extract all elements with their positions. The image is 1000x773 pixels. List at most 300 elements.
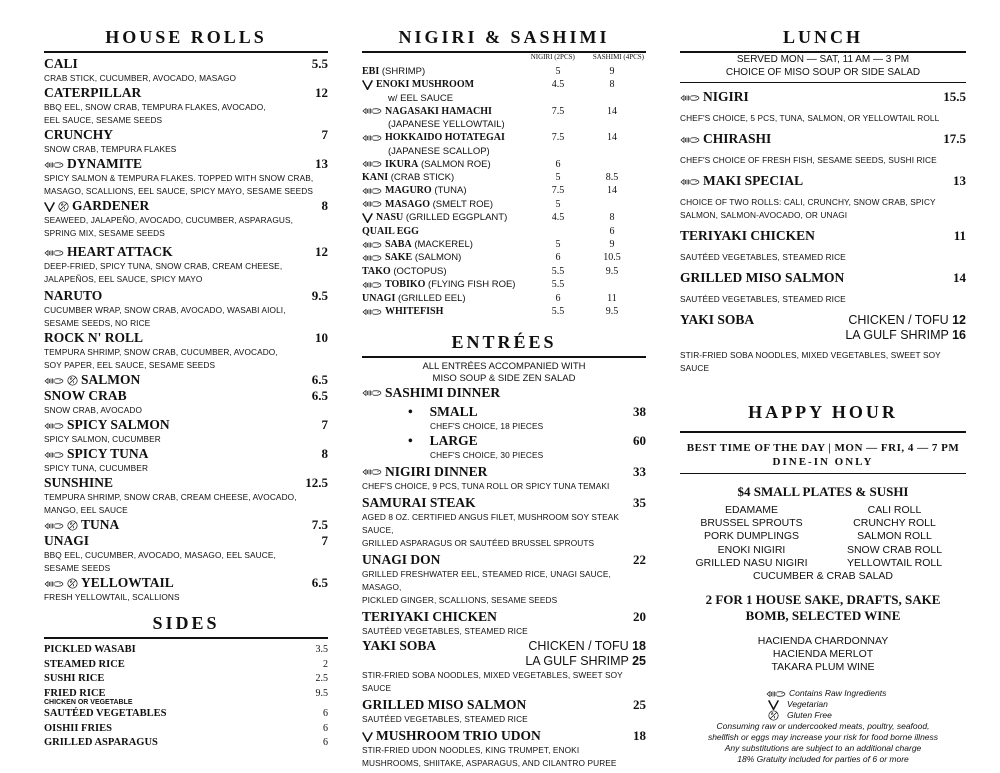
item-row — [680, 228, 966, 244]
side-item — [44, 658, 328, 673]
nigiri-item — [362, 184, 646, 197]
menu-item — [44, 446, 328, 475]
raw-fish-icon — [362, 254, 382, 262]
side-name: OISHII FRIES — [44, 722, 112, 734]
nigiri-price: 7.5 — [551, 105, 565, 117]
menu-item — [362, 495, 646, 550]
nigiri-name — [362, 265, 538, 278]
option-label: LA GULF SHRIMP — [845, 328, 949, 342]
item-name — [362, 728, 541, 744]
small-size: • SMALL — [408, 403, 478, 419]
wine-list — [680, 635, 966, 674]
nigiri-name — [362, 184, 538, 197]
nigiri-name-text: MAGURO — [385, 185, 432, 197]
item-name — [680, 131, 771, 147]
item-row — [44, 417, 328, 433]
nigiri-alt-name: (SMELT ROE) — [432, 198, 493, 210]
nigiri-item — [362, 305, 646, 318]
item-price: 17.5 — [943, 131, 966, 146]
item-name-text: GRILLED MISO SALMON — [362, 696, 527, 712]
item-price: 35 — [633, 494, 646, 510]
side-item — [44, 672, 328, 687]
item-row — [362, 609, 646, 625]
item-desc: CHEF'S CHOICE, 5 PCS, TUNA, SALMON, OR YELLOWTAIL ROLL — [680, 113, 940, 123]
item-name — [680, 89, 749, 105]
menu-item — [680, 270, 966, 306]
entrees-title: ENTRÉES — [451, 331, 557, 352]
item-desc: SPICY SALMON, CUCUMBER — [44, 434, 161, 444]
item-row — [680, 89, 966, 105]
nigiri-name — [362, 171, 538, 184]
raw-fish-icon — [44, 249, 64, 257]
raw-fish-icon — [44, 451, 64, 459]
yaki-soba-option — [848, 313, 966, 327]
divider — [680, 473, 966, 474]
item-name — [680, 173, 803, 189]
item-desc: SPICY SALMON & TEMPURA FLAKES. TOPPED WITH SNOW CRAB, — [44, 173, 314, 183]
raw-fish-icon — [362, 160, 382, 168]
nigiri-name — [362, 278, 538, 291]
nigiri-price: 5.5 — [551, 279, 565, 291]
nigiri-subtitle: w/ EEL SAUCE — [388, 92, 454, 104]
side-name: SUSHI RICE — [44, 673, 105, 684]
menu-item — [44, 156, 328, 198]
item-price: 11 — [953, 228, 966, 243]
nigiri-list — [362, 65, 646, 319]
menu-item — [680, 131, 966, 167]
sashimi-price: 9.5 — [605, 265, 619, 277]
raw-fish-icon — [44, 422, 64, 430]
nigiri-alt-name: (SHRIMP) — [381, 66, 426, 77]
item-name-text: TERIYAKI CHICKEN — [362, 608, 497, 624]
item-name — [44, 156, 142, 172]
nigiri-name-text: EBI — [362, 66, 380, 77]
item-price: 6.5 — [311, 372, 328, 387]
item-desc: JALAPEÑOS, EEL SAUCE, SPICY MAYO — [44, 274, 203, 284]
vegetarian-icon — [362, 731, 373, 742]
disclaimer-line: Consuming raw or undercooked meats, poultry, seafood, — [716, 721, 930, 732]
item-price: 7.5 — [311, 517, 328, 532]
item-name — [44, 417, 170, 433]
item-name-text: NARUTO — [44, 288, 103, 303]
nigiri-name-text: SAKE — [385, 252, 413, 264]
item-price: 60 — [633, 432, 646, 448]
nigiri-name — [362, 131, 538, 144]
menu-item — [44, 575, 328, 604]
legend-label: Vegetarian — [787, 699, 828, 710]
item-name — [44, 244, 173, 260]
nigiri-item — [362, 292, 646, 305]
item-name — [680, 228, 815, 244]
side-name: STEAMED RICE — [44, 658, 125, 670]
nigiri-item — [362, 238, 646, 251]
item-name-text: SUNSHINE — [44, 475, 114, 490]
side-item — [44, 722, 328, 737]
item-row — [44, 288, 328, 304]
nigiri-item — [362, 171, 646, 184]
item-name — [362, 385, 500, 401]
menu-item — [44, 288, 328, 330]
nigiri-name-text: MASAGO — [385, 198, 430, 210]
item-desc: TEMPURA SHRIMP, SNOW CRAB, CREAM CHEESE, AVOCADO, — [44, 492, 297, 502]
item-desc: CUCUMBER WRAP, SNOW CRAB, AVOCADO, WASABI AIOLI, — [44, 305, 286, 315]
nigiri-column-headers — [362, 53, 644, 61]
yaki-soba-option — [362, 654, 646, 669]
item-desc: SALMON, SALMON-AVOCADO, OR UNAGI — [680, 210, 848, 220]
gluten-free-icon — [67, 375, 78, 386]
item-name — [44, 388, 127, 404]
small-plates-title: $4 SMALL PLATES & SUSHI — [737, 484, 909, 499]
item-desc: MUSHROOMS, SHIITAKE, ASPARAGUS, AND CILANTRO PUREE — [362, 757, 617, 768]
option-label: LA GULF SHRIMP — [525, 653, 629, 668]
raw-fish-icon — [362, 107, 382, 115]
item-desc: SPICY TUNA, CUCUMBER — [44, 463, 149, 473]
nigiri-price: 6 — [555, 292, 561, 304]
item-price: 7 — [321, 417, 328, 432]
small-plate-item: YELLOWTAIL ROLL — [846, 556, 943, 569]
item-row — [44, 56, 328, 72]
item-name — [44, 127, 113, 143]
yaki-soba-option — [528, 639, 646, 653]
item-name — [44, 330, 143, 346]
nigiri-price: 4.5 — [551, 212, 565, 224]
raw-fish-icon — [766, 690, 786, 698]
item-price: 15.5 — [943, 89, 966, 104]
item-row — [44, 198, 328, 214]
lunch-title: LUNCH — [782, 27, 863, 47]
small-plate-item: CRUNCHY ROLL — [853, 517, 936, 530]
option-label: CHICKEN / TOFU — [528, 638, 629, 653]
item-desc: SEAWEED, JALAPEÑO, AVOCADO, CUCUMBER, ASPARAGUS, — [44, 215, 293, 225]
raw-fish-icon — [362, 308, 382, 316]
nigiri-name — [362, 198, 538, 211]
side-name: PICKLED WASABI — [44, 644, 136, 655]
item-name — [362, 464, 487, 480]
dine-in-only: DINE-IN ONLY — [772, 456, 874, 468]
item-price: 9.5 — [311, 288, 328, 303]
side-name: SAUTÉED VEGETABLES — [44, 708, 167, 719]
nigiri-alt-name: (GRILLED EGGPLANT) — [405, 212, 508, 224]
item-price: 25 — [632, 653, 646, 668]
menu-item — [44, 475, 328, 517]
sashimi-dinner-name: SASHIMI DINNER — [385, 384, 501, 400]
item-name: YAKI SOBA — [362, 637, 437, 653]
item-price: 7 — [321, 533, 328, 548]
item-row — [44, 156, 328, 172]
nigiri-price: 5.5 — [551, 265, 565, 277]
sashimi-price: 14 — [607, 105, 617, 117]
nigiri-item — [362, 198, 646, 211]
small-plate-item: EDAMAME — [724, 504, 779, 516]
large-size: • LARGE — [408, 432, 478, 448]
nigiri-name-text: ENOKI MUSHROOM — [376, 79, 475, 91]
item-row — [44, 575, 328, 591]
item-price: 18 — [632, 638, 646, 653]
item-price: 6.5 — [311, 388, 328, 403]
nigiri-alt-name: (SALMON ROE) — [420, 158, 491, 170]
sashimi-price: 8 — [609, 79, 615, 91]
wine-item: HACIENDA MERLOT — [772, 648, 874, 661]
item-name — [44, 575, 174, 591]
sashimi-price: 11 — [607, 292, 617, 304]
gluten-free-icon — [67, 578, 78, 589]
item-price: 8 — [321, 198, 328, 213]
item-name-text: MUSHROOM TRIO UDON — [376, 727, 541, 743]
item-row — [44, 244, 328, 260]
raw-fish-icon — [680, 136, 700, 144]
item-desc: AGED 8 OZ. CERTIFIED ANGUS FILET, MUSHROOM SOY STEAK SAUCE, — [362, 511, 620, 535]
item-price: 22 — [633, 551, 646, 567]
nigiri-name — [362, 158, 538, 171]
menu-item — [362, 697, 646, 726]
side-name: GRILLED ASPARAGUS — [44, 737, 158, 748]
raw-fish-icon — [680, 94, 700, 102]
menu-item — [44, 85, 328, 127]
nigiri-price: 6 — [555, 252, 561, 264]
item-price: 8 — [321, 446, 328, 461]
divider — [44, 637, 328, 639]
item-name-text: SPICY SALMON — [67, 417, 170, 432]
nigiri-alt-name: (MACKEREL) — [414, 239, 473, 251]
sashimi-dinner — [362, 385, 646, 462]
disclaimer — [680, 721, 966, 765]
small-plate-item: CUCUMBER & CRAB SALAD — [752, 570, 894, 583]
item-price: 12.5 — [305, 475, 328, 490]
menu-item — [44, 388, 328, 417]
sashimi-price: 6 — [609, 225, 615, 237]
item-row — [44, 127, 328, 143]
gluten-free-icon — [67, 520, 78, 531]
item-price: 12 — [952, 313, 966, 327]
item-name — [44, 446, 148, 462]
item-name-text: NIGIRI DINNER — [385, 463, 488, 479]
item-row — [44, 330, 328, 346]
item-name — [44, 198, 149, 214]
item-price: 14 — [953, 270, 966, 285]
item-name — [44, 533, 89, 549]
raw-fish-icon — [680, 178, 700, 186]
item-desc: SESAME SEEDS, NO RICE — [44, 318, 151, 328]
nigiri-alt-name: (FLYING FISH ROE) — [428, 279, 516, 291]
item-row — [362, 464, 646, 480]
nigiri-subtitle: (JAPANESE YELLOWTAIL) — [388, 119, 505, 131]
large-name: LARGE — [429, 432, 478, 448]
drinks-title — [680, 592, 966, 624]
small-plates-right — [823, 504, 966, 570]
item-row — [362, 697, 646, 713]
sashimi-price: 9.5 — [605, 306, 619, 318]
nigiri-price: 5.5 — [551, 306, 565, 318]
item-name: YAKI SOBA — [680, 312, 755, 327]
yaki-soba-lunch — [680, 312, 966, 375]
item-price: 38 — [633, 403, 646, 419]
small-plate-item: SALMON ROLL — [857, 530, 932, 543]
entrees-note-line: MISO SOUP & SIDE ZEN SALAD — [432, 372, 576, 384]
nigiri-name — [362, 238, 538, 251]
item-name — [44, 517, 119, 533]
nigiri-name-text: TOBIKO — [385, 279, 426, 291]
item-desc: SOY PAPER, EEL SAUCE, SESAME SEEDS — [44, 360, 216, 370]
menu-item — [680, 173, 966, 222]
lunch-note — [680, 54, 966, 79]
item-name — [44, 372, 140, 388]
nigiri-alt-name: (GRILLED EEL) — [397, 292, 466, 304]
item-price: 13 — [315, 156, 328, 171]
side-item — [44, 707, 328, 722]
menu-item — [362, 552, 646, 607]
small-plates-grid — [680, 504, 966, 570]
divider — [680, 51, 966, 53]
item-desc: SAUTÉED VEGETABLES, STEAMED RICE — [680, 252, 846, 262]
raw-fish-icon — [362, 241, 382, 249]
nigiri-price: 6 — [555, 158, 561, 170]
item-price: 13 — [953, 173, 966, 188]
small-plate-item: SNOW CRAB ROLL — [846, 543, 943, 556]
item-price: 18 — [633, 727, 646, 743]
nigiri-name-text: KANI — [362, 172, 389, 184]
house-rolls-title: HOUSE ROLLS — [105, 27, 267, 47]
nigiri-item — [362, 131, 646, 144]
happy-hour-title: HAPPY HOUR — [748, 402, 898, 422]
raw-fish-icon — [362, 187, 382, 195]
raw-fish-icon — [44, 377, 64, 385]
item-desc: DEEP-FRIED, SPICY TUNA, SNOW CRAB, CREAM CHEESE, — [44, 261, 283, 271]
nigiri-item — [362, 265, 646, 278]
item-desc: CHEF'S CHOICE, 30 PIECES — [430, 449, 544, 460]
raw-fish-icon — [44, 580, 64, 588]
nigiri-name — [362, 211, 538, 224]
item-price: 16 — [952, 328, 966, 342]
sashimi-price: 8 — [609, 212, 615, 224]
side-price: 9.5 — [315, 687, 328, 699]
side-note: CHICKEN OR VEGETABLE — [44, 699, 133, 706]
nigiri-name — [362, 65, 538, 78]
item-row — [362, 552, 646, 568]
nigiri-name-text: UNAGI — [362, 292, 396, 304]
item-price: 33 — [633, 463, 646, 479]
menu-item — [362, 609, 646, 638]
nigiri-name-text: SABA — [385, 239, 412, 251]
item-desc: BBQ EEL, CUCUMBER, AVOCADO, MASAGO, EEL SAUCE, — [44, 550, 276, 560]
item-desc: STIR-FRIED UDON NOODLES, KING TRUMPET, ENOKI — [362, 744, 580, 755]
item-row — [44, 533, 328, 549]
entrees-list — [362, 464, 646, 638]
item-desc: STIR-FRIED SOBA NOODLES, MIXED VEGETABLES, SWEET SOY SAUCE — [362, 669, 623, 693]
item-desc: PICKLED GINGER, SCALLIONS, SESAME SEEDS — [362, 594, 558, 605]
nigiri-price: 5 — [555, 239, 561, 251]
legend — [680, 688, 966, 721]
item-desc: CHEF'S CHOICE, 9 PCS, TUNA ROLL OR SPICY TUNA TEMAKI — [362, 480, 610, 491]
item-name-text: CHIRASHI — [703, 131, 772, 146]
menu-item — [44, 127, 328, 156]
item-price: 7 — [321, 127, 328, 142]
menu-item — [44, 372, 328, 388]
lunch-choice: CHOICE OF MISO SOUP OR SIDE SALAD — [725, 66, 921, 78]
item-name — [362, 495, 476, 511]
nigiri-name — [362, 105, 538, 118]
nigiri-item — [362, 225, 646, 238]
small-name: SMALL — [429, 403, 478, 419]
item-name-text: TUNA — [81, 517, 120, 532]
menu-item — [44, 330, 328, 372]
nigiri-alt-name: (OCTOPUS) — [393, 265, 447, 277]
divider — [680, 82, 966, 83]
happy-hour-time: BEST TIME OF THE DAY | MON — FRI, 4 — 7 PM — [686, 442, 960, 454]
menu-item — [362, 464, 646, 493]
item-desc: EEL SAUCE, SESAME SEEDS — [44, 115, 163, 125]
side-item — [44, 643, 328, 658]
legend-gluten-free — [680, 710, 966, 721]
item-desc: SAUTÉED VEGETABLES, STEAMED RICE — [362, 625, 528, 636]
item-name-text: CRUNCHY — [44, 127, 113, 142]
item-name-text: CALI — [44, 56, 78, 71]
option-label: CHICKEN / TOFU — [848, 313, 949, 327]
nigiri-price: 7.5 — [551, 185, 565, 197]
nigiri-price: 7.5 — [551, 132, 565, 144]
item-desc: BBQ EEL, SNOW CRAB, TEMPURA FLAKES, AVOCADO, — [44, 102, 266, 112]
nigiri-item — [362, 251, 646, 264]
vegetarian-icon — [362, 79, 373, 90]
item-name-text: YELLOWTAIL — [81, 575, 174, 590]
menu-item — [44, 198, 328, 240]
item-name — [44, 475, 113, 491]
nigiri-name — [362, 225, 538, 238]
vegetarian-icon — [362, 212, 373, 223]
raw-fish-icon — [362, 134, 382, 142]
item-desc: GRILLED FRESHWATER EEL, STEAMED RICE, UNAGI SAUCE, MASAGO, — [362, 568, 611, 592]
gluten-free-icon — [768, 710, 779, 721]
side-price: 2.5 — [315, 673, 328, 684]
nigiri-item — [362, 278, 646, 291]
menu-item — [362, 728, 646, 770]
sides-list — [44, 643, 328, 751]
nigiri-item — [362, 105, 646, 118]
item-row — [680, 173, 966, 189]
raw-fish-icon — [362, 200, 382, 208]
gluten-free-icon — [58, 201, 69, 212]
column-nigiri-entrees — [362, 0, 646, 770]
item-name-text: GARDENER — [72, 198, 150, 213]
divider — [44, 51, 328, 53]
nigiri-name-text: WHITEFISH — [385, 306, 444, 318]
nigiri-price: 5 — [555, 66, 561, 77]
nigiri-name — [362, 251, 538, 264]
item-name-text: SAMURAI STEAK — [362, 494, 476, 510]
sides-title: SIDES — [152, 613, 220, 633]
legend-label: Contains Raw Ingredients — [789, 688, 887, 699]
vegetarian-icon — [768, 699, 779, 710]
item-desc: CHEF'S CHOICE, 18 PIECES — [430, 420, 544, 431]
sashimi-price: 9 — [609, 66, 615, 77]
item-name — [680, 270, 844, 286]
sashimi-header: SASHIMI (4PCS) — [592, 53, 644, 61]
item-desc: MASAGO, SCALLIONS, EEL SAUCE, SPICY MAYO, SESAME SEEDS — [44, 186, 313, 196]
item-name-text: UNAGI — [44, 533, 90, 548]
sashimi-price: 10.5 — [603, 252, 621, 264]
legend-label: Gluten Free — [787, 710, 832, 721]
item-name — [362, 609, 497, 625]
item-desc: TEMPURA SHRIMP, SNOW CRAB, CUCUMBER, AVOCADO, — [44, 347, 278, 357]
item-row — [44, 475, 328, 491]
nigiri-name — [362, 78, 538, 91]
item-row — [44, 517, 328, 533]
item-name — [44, 85, 141, 101]
nigiri-item — [362, 65, 646, 78]
nigiri-name — [362, 305, 538, 318]
happy-hour-time-block — [680, 441, 966, 469]
item-price: 6.5 — [311, 575, 328, 590]
item-desc: SAUTÉED VEGETABLES, STEAMED RICE — [680, 294, 846, 304]
